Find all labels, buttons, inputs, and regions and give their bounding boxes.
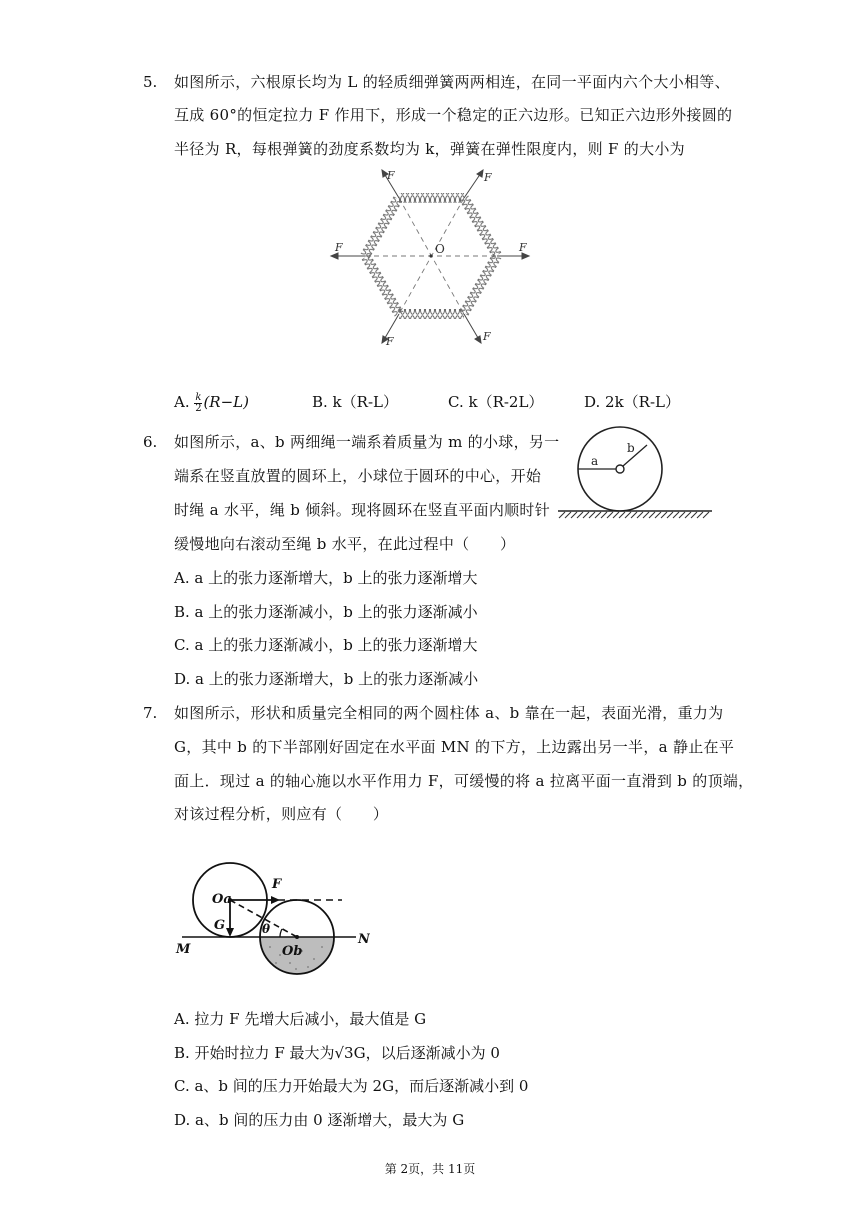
q7-option-d[interactable]: D. a、b 间的压力由 0 逐渐增大，最大为 G [174, 1111, 465, 1129]
q5-hexagon-spring-figure [325, 165, 535, 355]
q6-line-2: 端系在竖直放置的圆环上，小球位于圆环的中心，开始 [174, 467, 542, 485]
q5-line-2: 互成 60°的恒定拉力 F 作用下，形成一个稳定的正六边形。已知正六边形外接圆的 [174, 106, 733, 124]
q5-force-label-6: F [483, 330, 491, 343]
q5-option-b[interactable]: B. k（R-L） [312, 393, 398, 411]
q7-line-1: 如图所示，形状和质量完全相同的两个圆柱体 a、b 靠在一起，表面光滑，重力为 [174, 704, 724, 722]
q6-label-a: a [591, 454, 599, 468]
q6-option-a[interactable]: A. a 上的张力逐渐增大，b 上的张力逐渐增大 [174, 569, 478, 587]
q6-option-b[interactable]: B. a 上的张力逐渐减小，b 上的张力逐渐减小 [174, 603, 478, 621]
q6-label-b: b [627, 441, 635, 455]
q5-force-label-4: F [519, 241, 527, 254]
q5-number: 5. [143, 73, 158, 91]
q7-label-m: M [176, 942, 191, 957]
q7-label-f: F [272, 877, 282, 892]
q5-force-label-2: F [484, 171, 492, 184]
q7-label-n: N [358, 932, 370, 947]
q5-line-1: 如图所示，六根原长均为 L 的轻质细弹簧两两相连，在同一平面内六个大小相等、 [174, 73, 730, 91]
q5-force-label-5: F [386, 335, 394, 348]
q7-option-a[interactable]: A. 拉力 F 先增大后减小，最大值是 G [174, 1010, 427, 1028]
q7-option-b[interactable]: B. 开始时拉力 F 最大为√3G，以后逐渐减小为 0 [174, 1044, 500, 1062]
q7-option-c[interactable]: C. a、b 间的压力开始最大为 2G，而后逐渐减小到 0 [174, 1077, 529, 1095]
q6-line-3: 时绳 a 水平，绳 b 倾斜。现将圆环在竖直平面内顺时针 [174, 501, 551, 519]
q5-option-a[interactable]: A. $\frac{k}{2}$ (R−L) [174, 391, 249, 414]
q7-label-theta: θ [262, 922, 271, 936]
q7-cylinders-figure [170, 855, 370, 985]
q7-label-oa: Oa [212, 892, 232, 907]
q7-label-g: G [214, 918, 226, 933]
q6-ball [616, 465, 624, 473]
q6-option-c[interactable]: C. a 上的张力逐渐减小，b 上的张力逐渐增大 [174, 636, 478, 654]
q7-line-4: 对该过程分析，则应有（ ） [174, 805, 389, 823]
q6-ring-figure [556, 425, 716, 520]
q5-force-label-3: F [335, 241, 343, 254]
q5-option-c[interactable]: C. k（R-2L） [448, 393, 544, 411]
q7-line-2: G，其中 b 的下半部刚好固定在水平面 MN 的下方，上边露出另一半，a 静止在平 [174, 738, 735, 756]
q5-option-d[interactable]: D. 2k（R-L） [584, 393, 680, 411]
page-footer: 第 2页，共 11页 [384, 1162, 476, 1176]
q6-option-d[interactable]: D. a 上的张力逐渐增大，b 上的张力逐渐减小 [174, 670, 479, 688]
q7-number: 7. [143, 704, 158, 722]
q5-option-a-fraction: $\frac{k}{2}$ [195, 391, 202, 414]
q5-center-label: O [435, 242, 445, 256]
q6-line-1: 如图所示，a、b 两细绳一端系着质量为 m 的小球，另一 [174, 433, 560, 451]
q6-line-4: 缓慢地向右滚动至绳 b 水平，在此过程中（ ） [174, 535, 516, 553]
q6-number: 6. [143, 433, 158, 451]
q5-line-3: 半径为 R，每根弹簧的劲度系数均为 k，弹簧在弹性限度内，则 F 的大小为 [174, 140, 685, 158]
q5-force-label-1: F [387, 169, 395, 182]
q7-label-ob: Ob [282, 944, 303, 959]
q7-line-3: 面上．现过 a 的轴心施以水平作用力 F，可缓慢的将 a 拉离平面一直滑到 b 的顶端， [174, 772, 754, 790]
